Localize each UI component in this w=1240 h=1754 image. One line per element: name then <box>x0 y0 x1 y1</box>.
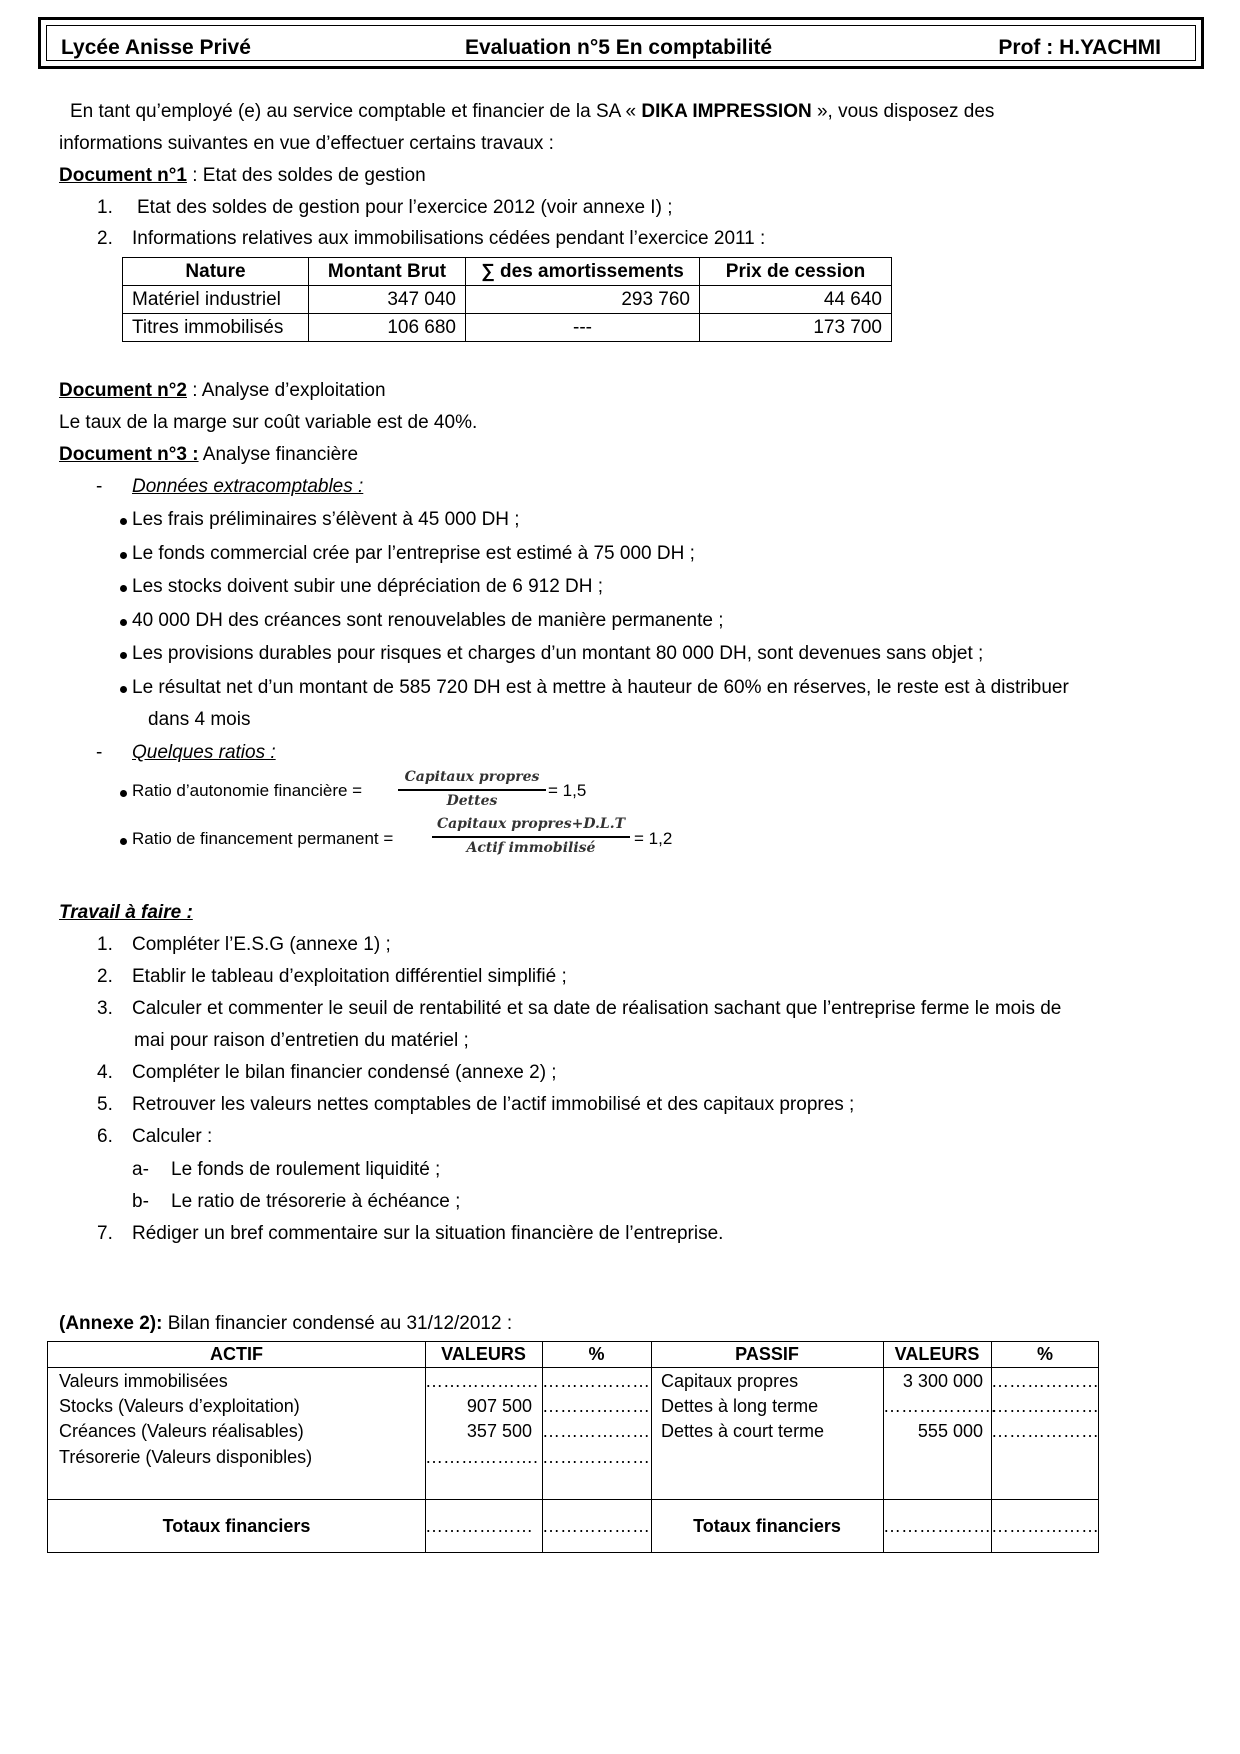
extra-data-title: Données extracomptables : <box>132 476 364 497</box>
doc3-heading: Document n°3 : Analyse financière <box>59 444 359 465</box>
ratio2-fraction-bar <box>432 836 630 838</box>
totals-actif-pct: ……………… <box>542 1516 650 1536</box>
bullet-item: 40 000 DH des créances sont renouvelables de manière permanente ; <box>132 610 724 631</box>
doc1-item-2-num: 2. <box>97 228 113 249</box>
header-actif: ACTIF <box>210 1344 263 1364</box>
totals-passif-value: ……………… <box>883 1516 991 1536</box>
actif-value: 907 500 <box>466 1396 532 1416</box>
table-cell: Matériel industriel <box>123 286 309 314</box>
actif-label: Trésorerie (Valeurs disponibles) <box>59 1447 313 1467</box>
bullet-icon <box>120 652 127 659</box>
subtask-item: Le ratio de trésorerie à échéance ; <box>171 1191 461 1212</box>
header-valeurs-passif: VALEURS <box>894 1344 980 1364</box>
task-num: 3. <box>97 998 113 1019</box>
table-cell: Titres immobilisés <box>123 314 309 342</box>
actif-label: Valeurs immobilisées <box>59 1371 228 1391</box>
task-item: Calculer et commenter le seuil de rentabilité et sa date de réalisation sachant que l’entreprise ferme le mois de <box>132 998 1062 1019</box>
ratio1-fraction-bar <box>398 789 546 791</box>
subtask-num: b- <box>132 1191 149 1212</box>
bullet-icon <box>120 552 127 559</box>
header-passif: PASSIF <box>735 1344 799 1364</box>
ratio1-label: Ratio d’autonomie financière = <box>132 781 363 800</box>
task-item: Compléter l’E.S.G (annexe 1) ; <box>132 934 391 955</box>
ratio1-numerator: Capitaux propres <box>404 769 540 785</box>
doc1-item-1: Etat des soldes de gestion pour l’exercice 2012 (voir annexe I) ; <box>137 197 673 218</box>
task-num: 5. <box>97 1094 113 1115</box>
ratio1-value: = 1,5 <box>548 781 587 800</box>
task-item: Rédiger un bref commentaire sur la situation financière de l’entreprise. <box>132 1223 724 1244</box>
cessions-table <box>122 257 892 342</box>
bullet-item-continued: dans 4 mois <box>148 709 251 730</box>
subtask-num: a- <box>132 1159 149 1180</box>
task-item: Compléter le bilan financier condensé (annexe 2) ; <box>132 1062 557 1083</box>
ratio2-label: Ratio de financement permanent = <box>132 829 394 848</box>
ratios-title: Quelques ratios : <box>132 742 276 763</box>
ratio2-denominator: Actif immobilisé <box>466 840 596 856</box>
bilan-table <box>47 1341 1099 1553</box>
table-header: Nature <box>123 258 309 286</box>
bullet-item: Le fonds commercial crée par l’entreprise est estimé à 75 000 DH ; <box>132 543 695 564</box>
task-item: Retrouver les valeurs nettes comptables de l’actif immobilisé et des capitaux propres ; <box>132 1094 855 1115</box>
bullet-item: Les stocks doivent subir une dépréciation de 6 912 DH ; <box>132 576 604 597</box>
table-cell: --- <box>466 314 700 342</box>
ratio2-value: = 1,2 <box>634 829 673 848</box>
ratio2-numerator: Capitaux propres+D.L.T <box>436 816 626 832</box>
header-box <box>38 17 1204 69</box>
task-item: Calculer : <box>132 1126 213 1147</box>
bullet-icon <box>120 619 127 626</box>
row-divider <box>48 1367 1098 1368</box>
actif-label: Stocks (Valeurs d’exploitation) <box>59 1396 300 1416</box>
table-cell: 44 640 <box>700 286 892 314</box>
header-valeurs: VALEURS <box>441 1344 526 1364</box>
doc1-heading: Document n°1 : Etat des soldes de gestion <box>59 165 426 186</box>
table-header: ∑ des amortissements <box>466 258 700 286</box>
exam-title: Evaluation n°5 En comptabilité <box>465 36 773 59</box>
passif-value: ………………. <box>883 1396 997 1416</box>
row-divider <box>48 1499 1098 1500</box>
table-row <box>123 314 892 342</box>
task-num: 4. <box>97 1062 113 1083</box>
actif-pct: ……………… <box>542 1371 650 1391</box>
bullet-icon <box>120 518 127 525</box>
table-cell: 293 760 <box>466 286 700 314</box>
prof-name: Prof : H.YACHMI <box>998 36 1161 59</box>
task-num: 6. <box>97 1126 113 1147</box>
doc2-heading: Document n°2 : Analyse d’exploitation <box>59 380 386 401</box>
table-cell: 347 040 <box>309 286 466 314</box>
bullet-icon <box>120 686 127 693</box>
bullet-item: Les frais préliminaires s’élèvent à 45 000 DH ; <box>132 509 520 530</box>
table-header: Montant Brut <box>309 258 466 286</box>
totals-actif-label: Totaux financiers <box>162 1516 311 1536</box>
intro-line-1: En tant qu’employé (e) au service comptable et financier de la SA « DIKA IMPRESSION », vous disposez des <box>70 101 995 122</box>
totals-actif-value: ……………… <box>425 1516 533 1536</box>
dash-marker: - <box>96 742 103 763</box>
header-pct: % <box>588 1344 605 1364</box>
travail-title: Travail à faire : <box>59 902 193 923</box>
company-name: DIKA IMPRESSION <box>641 101 812 122</box>
totals-passif-label: Totaux financiers <box>693 1516 841 1536</box>
task-num: 2. <box>97 966 113 987</box>
bullet-icon <box>120 838 127 845</box>
actif-label: Créances (Valeurs réalisables) <box>59 1421 304 1441</box>
actif-pct: ……………… <box>542 1396 650 1416</box>
table-row <box>123 286 892 314</box>
header-pct-passif: % <box>1036 1344 1053 1364</box>
header-inner-border <box>46 25 1196 61</box>
passif-label: Dettes à long terme <box>661 1396 819 1416</box>
passif-pct: ……………… <box>991 1421 1099 1441</box>
doc2-text: Le taux de la marge sur coût variable est de 40%. <box>59 412 478 433</box>
passif-pct: ……………… <box>991 1371 1099 1391</box>
task-num: 1. <box>97 934 113 955</box>
bullet-icon <box>120 790 127 797</box>
table-cell: 173 700 <box>700 314 892 342</box>
bullet-icon <box>120 585 127 592</box>
actif-value: ………………. <box>425 1447 539 1467</box>
task-num: 7. <box>97 1223 113 1244</box>
actif-pct: ……………… <box>542 1421 650 1441</box>
task-item: Etablir le tableau d’exploitation différentiel simplifié ; <box>132 966 567 987</box>
passif-label: Dettes à court terme <box>661 1421 825 1441</box>
table-cell: 106 680 <box>309 314 466 342</box>
actif-pct: ……………… <box>542 1447 650 1467</box>
bullet-item: Le résultat net d’un montant de 585 720 DH est à mettre à hauteur de 60% en réserves, le reste est à distribuer <box>132 677 1069 698</box>
doc1-item-1-num: 1. <box>97 197 113 218</box>
task-item-continued: mai pour raison d’entretien du matériel ; <box>134 1030 469 1051</box>
dash-marker: - <box>96 476 103 497</box>
totals-passif-pct: ……………… <box>991 1516 1099 1536</box>
passif-value: 3 300 000 <box>902 1371 983 1391</box>
actif-value: ………………. <box>425 1371 539 1391</box>
table-header-row <box>123 258 892 286</box>
table-header: Prix de cession <box>700 258 892 286</box>
passif-pct: ……………… <box>991 1396 1099 1416</box>
actif-value: 357 500 <box>466 1421 532 1441</box>
subtask-item: Le fonds de roulement liquidité ; <box>171 1159 441 1180</box>
doc1-item-2: Informations relatives aux immobilisations cédées pendant l’exercice 2011 : <box>132 228 766 249</box>
passif-label: Capitaux propres <box>661 1371 799 1391</box>
annexe2-title: (Annexe 2): Bilan financier condensé au 31/12/2012 : <box>59 1313 513 1334</box>
intro-line-2: informations suivantes en vue d’effectuer certains travaux : <box>59 133 554 154</box>
school-name: Lycée Anisse Privé <box>61 36 251 59</box>
passif-value: 555 000 <box>917 1421 983 1441</box>
ratio1-denominator: Dettes <box>446 793 498 809</box>
bullet-item: Les provisions durables pour risques et charges d’un montant 80 000 DH, sont devenues sans objet ; <box>132 643 984 664</box>
